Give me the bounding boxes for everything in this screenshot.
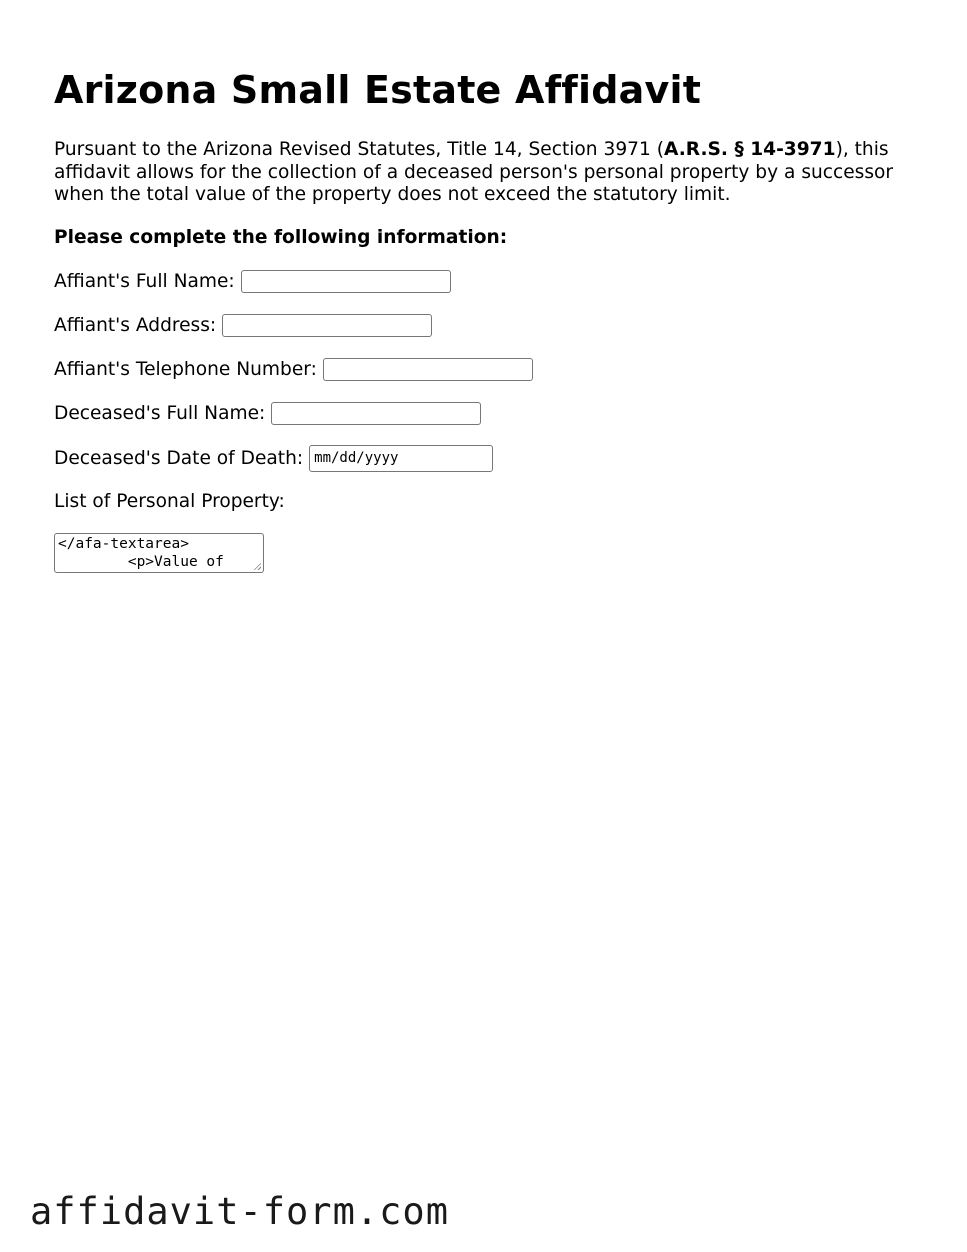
intro-paragraph: [54, 139, 924, 207]
textarea-line-1: </afa-textarea>: [58, 536, 189, 552]
deceased-name-input[interactable]: [271, 402, 481, 425]
affiant-name-input[interactable]: [241, 270, 451, 293]
resize-handle[interactable]: [253, 562, 261, 570]
intro-text-after: ), this affidavit allows for the collection of a deceased person's personal property by a successor when the total value of the property does not exceed the statutory limit.: [54, 139, 894, 206]
date-of-death-label: Deceased's Date of Death:: [54, 447, 304, 469]
personal-property-textarea[interactable]: [54, 533, 264, 573]
affiant-phone-label: Affiant's Telephone Number:: [54, 358, 317, 380]
affiant-address-input[interactable]: [222, 314, 432, 337]
affiant-address-row: [54, 312, 432, 338]
page-title: Arizona Small Estate Affidavit: [54, 68, 702, 112]
affiant-phone-input[interactable]: [323, 358, 533, 381]
form-instructions: Please complete the following information:: [54, 227, 508, 248]
intro-text-before: Pursuant to the Arizona Revised Statutes, Title 14, Section 3971 (: [54, 139, 664, 160]
affiant-name-row: [54, 268, 451, 294]
deceased-name-row: [54, 400, 481, 426]
affiant-address-label: Affiant's Address:: [54, 314, 217, 336]
textarea-line-2: <p>Value of: [58, 553, 224, 570]
date-of-death-input[interactable]: mm/dd/yyyy: [309, 445, 493, 472]
affiant-phone-row: [54, 356, 533, 382]
affiant-name-label: Affiant's Full Name:: [54, 270, 235, 292]
date-of-death-row: [54, 445, 493, 471]
personal-property-label: List of Personal Property:: [54, 491, 285, 512]
watermark: affidavit-form.com: [30, 1190, 449, 1233]
statute-reference: A.R.S. § 14-3971: [663, 139, 836, 160]
deceased-name-label: Deceased's Full Name:: [54, 402, 266, 424]
